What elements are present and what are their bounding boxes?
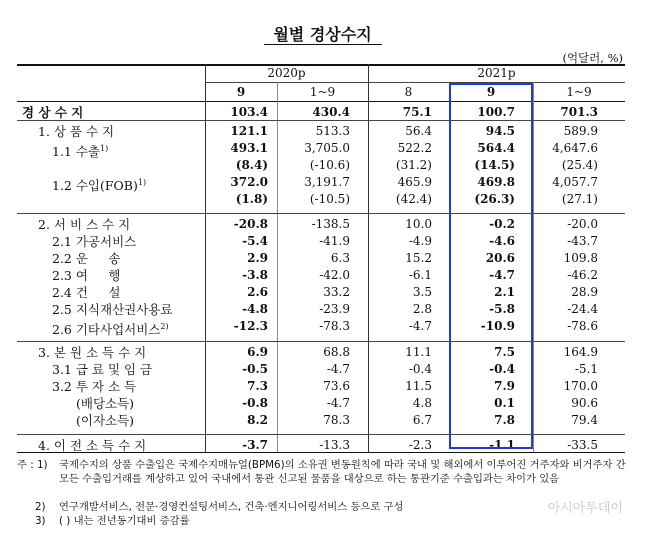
table-cell: (1.8) — [235, 192, 268, 206]
footnotes — [17, 458, 632, 528]
table-cell: (31.2) — [395, 158, 432, 172]
table-cell: 7.5 — [494, 345, 515, 359]
table-cell: (-10.5) — [309, 192, 350, 206]
table-cell: 589.9 — [563, 124, 598, 138]
unit-label: (억달러, %) — [562, 51, 623, 65]
table-cell: 11.5 — [405, 379, 432, 393]
table-cell: 3.5 — [412, 285, 432, 299]
footnote-ref: 2) — [160, 322, 169, 331]
note-3: ( ) 내는 전년동기대비 증감률 — [59, 515, 190, 527]
highlight-box — [449, 83, 533, 449]
table-cell: -138.5 — [311, 217, 350, 231]
table-cell: 33.2 — [323, 285, 350, 299]
table-cell: -5.8 — [489, 302, 515, 316]
table-cell: -4.7 — [408, 319, 432, 333]
row-label: 2. 서 비 스 수 지 — [38, 217, 131, 232]
table-cell: -23.9 — [319, 302, 350, 316]
table-cell: -4.7 — [326, 396, 350, 410]
row-label: 1. 상 품 수 지 — [38, 124, 115, 139]
table-cell: 2.6 — [247, 285, 268, 299]
table-cell: -6.1 — [408, 268, 432, 282]
footnote-ref: 1) — [137, 178, 147, 187]
row-label: 2.4 건 설 — [52, 285, 121, 300]
table-cell: 564.4 — [477, 141, 515, 155]
table-cell: -13.3 — [319, 438, 350, 452]
note-2: 연구개발서비스, 전문·경영컨설팅서비스, 건축·엔지니어링서비스 등으로 구성 — [59, 501, 404, 513]
table-cell: 493.1 — [230, 141, 268, 155]
row-label: (배당소득) — [76, 396, 135, 411]
table-cell: 20.6 — [485, 251, 515, 265]
table-cell: 164.9 — [563, 345, 598, 359]
year-2021-header: 2021p — [477, 66, 516, 80]
table-cell: -5.1 — [574, 362, 598, 376]
table-cell: (14.5) — [474, 158, 515, 172]
table-cell: -4.9 — [408, 234, 432, 248]
table-cell: -4.6 — [489, 234, 515, 248]
table-cell: 372.0 — [230, 175, 268, 189]
col-2020-9: 9 — [236, 85, 246, 99]
table-cell: 103.4 — [230, 105, 268, 119]
table-cell: 7.8 — [494, 413, 515, 427]
table-cell: (25.4) — [561, 158, 598, 172]
table-cell: 121.1 — [230, 124, 268, 138]
table-cell: 0.1 — [494, 396, 515, 410]
table-cell: 513.3 — [315, 124, 350, 138]
table-cell: (27.1) — [561, 192, 598, 206]
table-cell: -0.4 — [489, 362, 515, 376]
table-cell: -33.5 — [567, 438, 598, 452]
section-divider — [17, 213, 625, 214]
row-label: (이자소득) — [76, 413, 135, 428]
row-label: 3.2 투 자 소 득 — [52, 379, 137, 394]
row-label: 2.3 여 행 — [52, 268, 121, 283]
table-cell: -4.8 — [242, 302, 268, 316]
row-label: 2.6 기타사업서비스$^{2)}$ — [52, 322, 169, 338]
table-cell: -0.5 — [242, 362, 268, 376]
table-cell: -3.8 — [242, 268, 268, 282]
row-label: 2.1 가공서비스 — [52, 234, 137, 249]
table-cell: 3,191.7 — [304, 175, 350, 189]
table-cell: -3.7 — [242, 438, 268, 452]
table-cell: -78.3 — [319, 319, 350, 333]
col-2021-9: 9 — [486, 85, 496, 99]
row-label: 4. 이 전 소 득 수 지 — [38, 438, 147, 453]
table-cell: 11.1 — [405, 345, 432, 359]
table-cell: 90.6 — [571, 396, 598, 410]
note-1: 국제수지의 상품 수출입은 국제수지매뉴얼(BPM6)의 소유권 변동원칙에 따라 국내 및 해외에서 이루어진 거주자와 비거주자 간 모든 수출입거래를 계상하고 있어 국내에서 통관 신고된 물품을 대상으로 하는 통관기준 수출입과는 차이가 있음 — [59, 459, 626, 485]
table-cell: -20.8 — [233, 217, 268, 231]
table-cell: 73.6 — [323, 379, 350, 393]
col-2020-1-9: 1~9 — [309, 85, 336, 99]
table-cell: -4.7 — [326, 362, 350, 376]
table-cell: 94.5 — [485, 124, 515, 138]
table-cell: -42.0 — [319, 268, 350, 282]
table-cell: 2.8 — [412, 302, 432, 316]
table-cell: 6.7 — [412, 413, 432, 427]
row-label: 2.2 운 송 — [52, 251, 121, 266]
table-cell: -20.0 — [567, 217, 598, 231]
table-cell: -0.2 — [489, 217, 515, 231]
table-cell: -12.3 — [233, 319, 268, 333]
table-cell: -5.4 — [242, 234, 268, 248]
table-cell: 7.9 — [494, 379, 515, 393]
row-label: 2.5 지식재산권사용료 — [52, 302, 173, 317]
table-cell: -0.8 — [242, 396, 268, 410]
table-cell: (26.3) — [474, 192, 515, 206]
note-1-marker: 주 : 1) — [17, 459, 48, 471]
row-label: 1.2 수입(FOB)$^{1)}$ — [52, 178, 147, 194]
table-cell: -0.4 — [408, 362, 432, 376]
row-label: 3. 본 원 소 득 수 지 — [38, 345, 147, 360]
table-cell: 68.8 — [323, 345, 350, 359]
watermark-logo: 아시아투데이 — [547, 501, 623, 516]
table-cell: -4.7 — [489, 268, 515, 282]
table-cell: 100.7 — [477, 105, 515, 119]
table-cell: 4,057.7 — [552, 175, 598, 189]
table-cell: -78.6 — [567, 319, 598, 333]
table-cell: (-10.6) — [309, 158, 350, 172]
table-cell: 15.2 — [405, 251, 432, 265]
note-3-marker: 3) — [35, 515, 46, 527]
table-cell: 4,647.6 — [552, 141, 598, 155]
table-cell: 109.8 — [563, 251, 598, 265]
table-cell: -43.7 — [567, 234, 598, 248]
table-cell: 465.9 — [397, 175, 432, 189]
table-cell: (8.4) — [235, 158, 268, 172]
col-2021-1-9: 1~9 — [566, 85, 592, 99]
table-cell: 469.8 — [477, 175, 515, 189]
table-cell: 78.3 — [323, 413, 350, 427]
table-cell: 2.1 — [494, 285, 515, 299]
table-cell: 522.2 — [397, 141, 432, 155]
table-cell: -24.4 — [567, 302, 598, 316]
table-cell: 3,705.0 — [304, 141, 350, 155]
table-title: 월별 경상수지 — [273, 25, 372, 44]
col-2021-8: 8 — [404, 85, 413, 99]
section-divider — [17, 434, 625, 435]
table-cell: 8.2 — [247, 413, 268, 427]
row-label: 1.1 수출$^{1)}$ — [52, 144, 109, 160]
table-cell: 701.3 — [560, 105, 598, 119]
table-cell: 56.4 — [405, 124, 432, 138]
table-bottom-border — [17, 452, 625, 453]
table-cell: -41.9 — [319, 234, 350, 248]
table-cell: 10.0 — [405, 217, 432, 231]
row-label: 3.1 급 료 및 임 금 — [52, 362, 153, 377]
table-cell: 6.9 — [247, 345, 268, 359]
table-cell: 75.1 — [402, 105, 432, 119]
table-cell: 430.4 — [312, 105, 350, 119]
title-underline — [264, 44, 382, 45]
table-cell: (42.4) — [395, 192, 432, 206]
table-cell: 4.8 — [412, 396, 432, 410]
table-cell: -46.2 — [567, 268, 598, 282]
table-cell: 7.3 — [247, 379, 268, 393]
year-2020-header: 2020p — [267, 66, 306, 80]
col-divider — [277, 82, 278, 452]
table-cell: -1.1 — [489, 438, 515, 452]
table-cell: -2.3 — [408, 438, 432, 452]
footnote-ref: 1) — [100, 144, 109, 153]
table-cell: 6.3 — [330, 251, 350, 265]
row-label: 경 상 수 지 — [22, 105, 84, 120]
table-cell: 79.4 — [571, 413, 598, 427]
table-cell: 2.9 — [247, 251, 268, 265]
table-cell: 170.0 — [563, 379, 598, 393]
table-cell: -10.9 — [480, 319, 515, 333]
header-divider — [205, 82, 625, 83]
section-divider — [17, 341, 625, 342]
table-cell: 28.9 — [571, 285, 598, 299]
note-2-marker: 2) — [35, 501, 46, 513]
